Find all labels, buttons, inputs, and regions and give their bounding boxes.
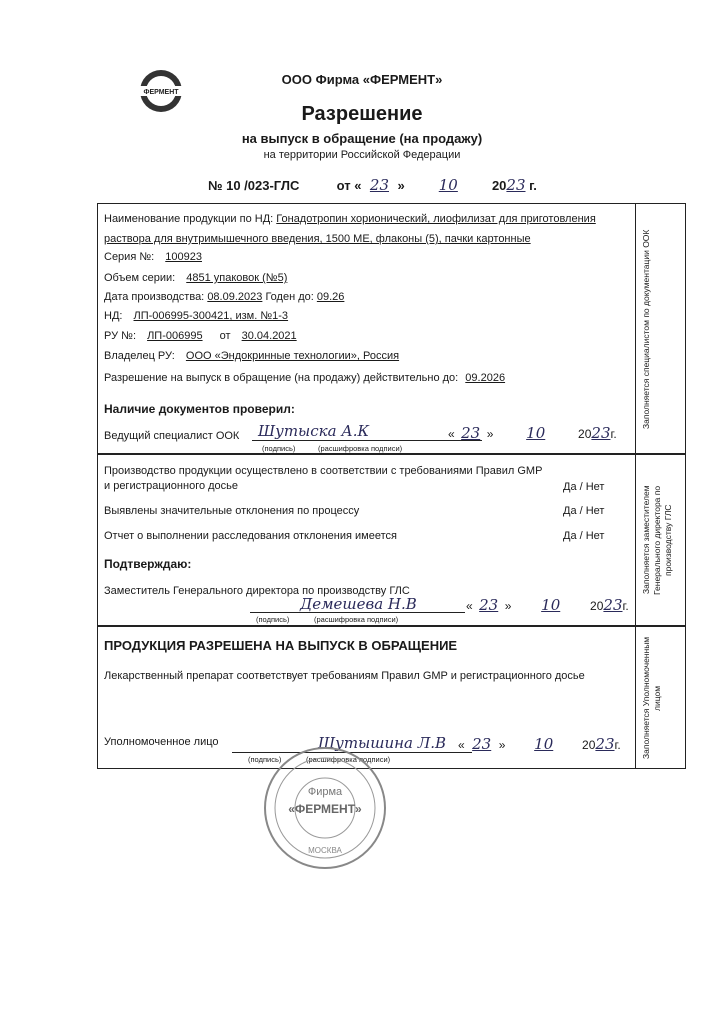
release-statement: Лекарственный препарат соответствует требованиям Правил GMP и регистрационного досье	[104, 670, 585, 682]
deputy-sign-line	[250, 612, 465, 613]
release-validity-label: Разрешение на выпуск в обращение (на продажу) действительно до:	[104, 372, 459, 384]
gmp-line-2: и регистрационного досье	[104, 480, 239, 492]
authorized-day: 23	[472, 735, 492, 753]
valid-until-label: Годен до:	[265, 291, 314, 303]
nd-row	[104, 310, 296, 322]
deputy-label: Заместитель Генерального директора по производству ГЛС	[104, 585, 410, 597]
company-name: ООО Фирма «ФЕРМЕНТ»	[281, 72, 443, 87]
seal-line-1: Фирма	[307, 786, 343, 798]
production-date-label: Дата производства:	[104, 291, 205, 303]
specialist-date: « 23 » 10 2023г.	[448, 424, 617, 442]
document-subtitle: на выпуск в обращение (на продажу)	[241, 131, 483, 146]
date-day: 23	[369, 176, 389, 194]
deputy-date: « 23 » 10 2023г.	[466, 596, 629, 614]
document-territory: на территории Российской Федерации	[263, 149, 461, 161]
deputy-decode-caption: (расшифровка подписи)	[314, 615, 399, 624]
ru-date-value: 30.04.2021	[241, 330, 297, 342]
confirm-heading: Подтверждаю:	[104, 557, 192, 571]
section3-side-note: Заполняется Уполномоченным лицом	[641, 636, 662, 760]
specialist-year-prefix: 20	[578, 427, 592, 441]
owner-row	[104, 350, 407, 362]
deputy-year-prefix: 20	[590, 599, 604, 613]
gmp-line-1: Производство продукции осуществлено в соответствии с требованиями Правил GMP	[104, 465, 543, 477]
authorized-year-prefix: 20	[582, 738, 596, 752]
authorized-label: Уполномоченное лицо	[104, 736, 219, 748]
section1-divider	[635, 203, 636, 454]
date-from: от «	[336, 178, 362, 193]
authorized-month: 10	[534, 735, 554, 753]
nd-label: НД:	[104, 310, 123, 322]
seal-line-3: МОСКВА	[308, 846, 342, 855]
document-number-line: № 10 /023-ГЛС от « 23 » 10 2023 г.	[208, 176, 537, 194]
seal-line-2: «ФЕРМЕНТ»	[288, 802, 362, 816]
report-answer[interactable]: Да / Нет	[563, 530, 605, 542]
authorized-signer: Шутышина Л.В	[318, 734, 447, 752]
authorized-decode-caption: (расшифровка подписи)	[306, 755, 391, 764]
deviations-question: Выявлены значительные отклонения по процессу	[104, 505, 360, 517]
date-suffix: г.	[529, 178, 537, 193]
company-seal-icon	[262, 745, 391, 871]
date-month: 10	[438, 176, 458, 194]
specialist-sig-caption: (подпись)	[262, 444, 296, 453]
release-heading: ПРОДУКЦИЯ РАЗРЕШЕНА НА ВЫПУСК В ОБРАЩЕНИЕ	[104, 638, 458, 653]
series-value: 100923	[165, 251, 202, 263]
section2-side-note: Заполняется заместителем Генерального директора по производству ГЛС	[641, 485, 673, 595]
specialist-signer: Шутыска А.К	[258, 422, 370, 440]
deputy-month: 10	[541, 596, 561, 614]
document-number: № 10 /023-ГЛС	[208, 178, 300, 193]
nd-value: ЛП-006995-300421, изм. №1-3	[133, 310, 289, 322]
date-year: 23	[506, 176, 526, 194]
document-title: Разрешение	[301, 103, 423, 125]
section3-divider	[635, 626, 636, 769]
product-label: Наименование продукции по НД:	[104, 213, 274, 225]
volume-row	[104, 272, 295, 284]
valid-until-value: 09.26	[316, 291, 345, 303]
production-date-value: 08.09.2023	[207, 291, 263, 303]
specialist-label: Ведущий специалист ООК	[104, 430, 240, 442]
deputy-year-suffix: г.	[622, 599, 629, 613]
authorized-year: 23	[595, 735, 615, 753]
specialist-decode-caption: (расшифровка подписи)	[318, 444, 403, 453]
ru-from-label: от	[219, 330, 231, 342]
product-name-row	[104, 213, 596, 225]
deviations-answer[interactable]: Да / Нет	[563, 505, 605, 517]
volume-label: Объем серии:	[104, 272, 176, 284]
docs-checked-heading: Наличие документов проверил:	[104, 402, 295, 416]
owner-label: Владелец РУ:	[104, 350, 175, 362]
specialist-year-suffix: г.	[610, 427, 617, 441]
series-label: Серия №:	[104, 251, 155, 263]
report-question: Отчет о выполнении расследования отклонения имеется	[104, 530, 397, 542]
ru-row	[104, 330, 305, 342]
section2-divider	[635, 454, 636, 626]
production-date-row	[104, 291, 344, 303]
specialist-month: 10	[526, 424, 546, 442]
section1-side-note: Заполняется специалистом по документации ООК	[641, 229, 651, 429]
series-row	[104, 251, 210, 263]
deputy-day: 23	[479, 596, 499, 614]
authorized-sig-caption: (подпись)	[248, 755, 282, 764]
specialist-day: 23	[461, 424, 481, 442]
date-year-prefix: 20	[491, 178, 507, 193]
deputy-sig-caption: (подпись)	[256, 615, 290, 624]
deputy-signer: Демешева Н.В	[300, 595, 417, 613]
ru-value: ЛП-006995	[147, 330, 203, 342]
owner-value: ООО «Эндокринные технологии», Россия	[185, 350, 400, 362]
release-validity-row	[104, 372, 509, 384]
deputy-year: 23	[603, 596, 623, 614]
gmp-answer[interactable]: Да / Нет	[563, 481, 605, 493]
ru-label: РУ №:	[104, 330, 136, 342]
volume-value: 4851 упаковок (№5)	[186, 272, 288, 284]
product-value-2: раствора для внутримышечного введения, 1500 МЕ, флаконы (5), пачки картонные	[104, 233, 531, 245]
specialist-year: 23	[591, 424, 611, 442]
release-validity-value: 09.2026	[465, 372, 506, 384]
authorized-date: « 23 » 10 2023г.	[458, 735, 621, 753]
authorized-year-suffix: г.	[614, 738, 621, 752]
product-value-1: Гонадотропин хорионический, лиофилизат для приготовления	[276, 213, 596, 225]
logo-text: ФЕРМЕНТ	[143, 89, 179, 96]
